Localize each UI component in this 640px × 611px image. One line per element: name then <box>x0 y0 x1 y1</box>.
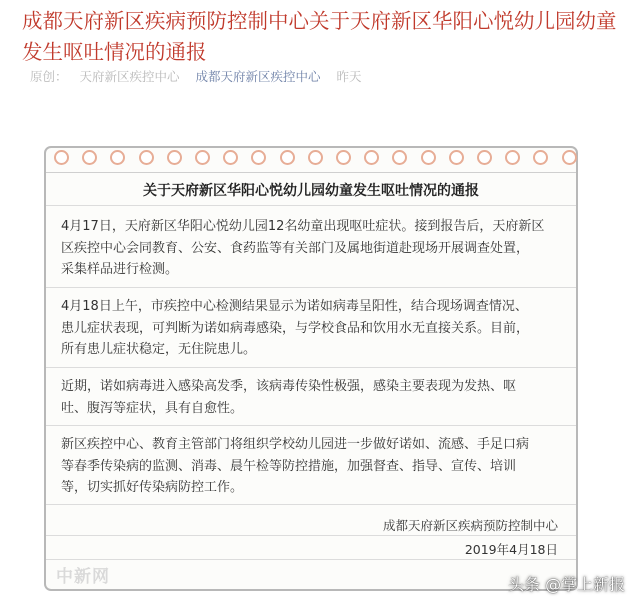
binder-ring <box>336 150 351 165</box>
divider <box>46 425 576 426</box>
article-title: 成都天府新区疾病预防控制中心关于天府新区华阳心悦幼儿园幼童发生呕吐情况的通报 <box>22 9 617 64</box>
binder-ring <box>449 150 464 165</box>
paragraph-line: 近期，诺如病毒进入感染高发季，该病毒传染性极强，感染主要表现为发热、呕 <box>61 379 517 394</box>
divider <box>46 287 576 288</box>
paragraph-line: 等春季传染病的监测、消毒、晨午检等防控措施，加强督查、指导、宣传、培训 <box>61 458 517 474</box>
binder-ring <box>421 150 436 165</box>
divider <box>46 559 576 560</box>
notepad-rings <box>46 148 576 174</box>
binder-ring <box>364 150 379 165</box>
binder-ring <box>167 150 182 165</box>
binder-ring <box>139 150 154 165</box>
paragraph-line: 区疾控中心会同教育、公安、食药监等有关部门及属地街道赴现场开展调查处置， <box>61 240 530 256</box>
original-label: 原创： <box>30 69 68 84</box>
paragraph-line: 4月17日，天府新区华阳心悦幼儿园12名幼童出现呕吐症状。接到报告后，天府新区 <box>61 219 545 234</box>
divider <box>46 367 576 368</box>
divider <box>46 504 576 505</box>
paragraph-line: 新区疾控中心、教育主管部门将组织学校幼儿园进一步做好诺如、流感、手足口病 <box>61 437 530 452</box>
notice-paragraph <box>61 296 571 361</box>
paragraph-line: 患儿症状表现，可判断为诺如病毒感染，与学校食品和饮用水无直接关系。目前， <box>61 320 530 336</box>
paragraph-line: 等，切实抓好传染病防控工作。 <box>61 480 244 495</box>
binder-ring <box>82 150 97 165</box>
notice-date: 2019年4月18日 <box>464 542 558 557</box>
ring-divider <box>46 172 576 173</box>
binder-ring <box>110 150 125 165</box>
paragraph-line: 采集样品进行检测。 <box>61 262 179 277</box>
paragraph-line: 吐、腹泻等症状，具有自愈性。 <box>61 400 244 416</box>
account-link[interactable]: 成都天府新区疾控中心 <box>195 69 321 84</box>
binder-ring <box>533 150 548 165</box>
publish-time: 昨天 <box>336 69 362 84</box>
paragraph-line: 4月18日上午，市疾控中心检测结果显示为诺如病毒呈阳性，结合现场调查情况、 <box>61 299 528 314</box>
notice-paragraph <box>61 376 571 419</box>
binder-ring <box>308 150 323 165</box>
notice-signature: 成都天府新区疾病预防控制中心 <box>382 518 558 533</box>
binder-ring <box>505 150 520 165</box>
notice-paragraph <box>61 216 571 281</box>
binder-ring <box>251 150 266 165</box>
binder-ring <box>54 150 69 165</box>
watermark: 中新网 <box>56 567 110 587</box>
notice-paragraph <box>61 434 571 499</box>
binder-ring <box>195 150 210 165</box>
binder-ring <box>477 150 492 165</box>
divider <box>46 535 576 536</box>
binder-ring <box>392 150 407 165</box>
binder-ring <box>223 150 238 165</box>
notice-heading: 关于天府新区华阳心悦幼儿园幼童发生呕吐情况的通报 <box>143 183 479 199</box>
binder-ring <box>280 150 295 165</box>
article-meta <box>30 67 374 85</box>
divider <box>46 205 576 206</box>
paragraph-line: 所有患儿症状稳定，无住院患儿。 <box>61 342 257 357</box>
binder-ring <box>562 150 577 165</box>
author-link[interactable]: 天府新区疾控中心 <box>79 69 180 84</box>
brand-watermark: 头条 @掌上新报 <box>508 575 626 594</box>
